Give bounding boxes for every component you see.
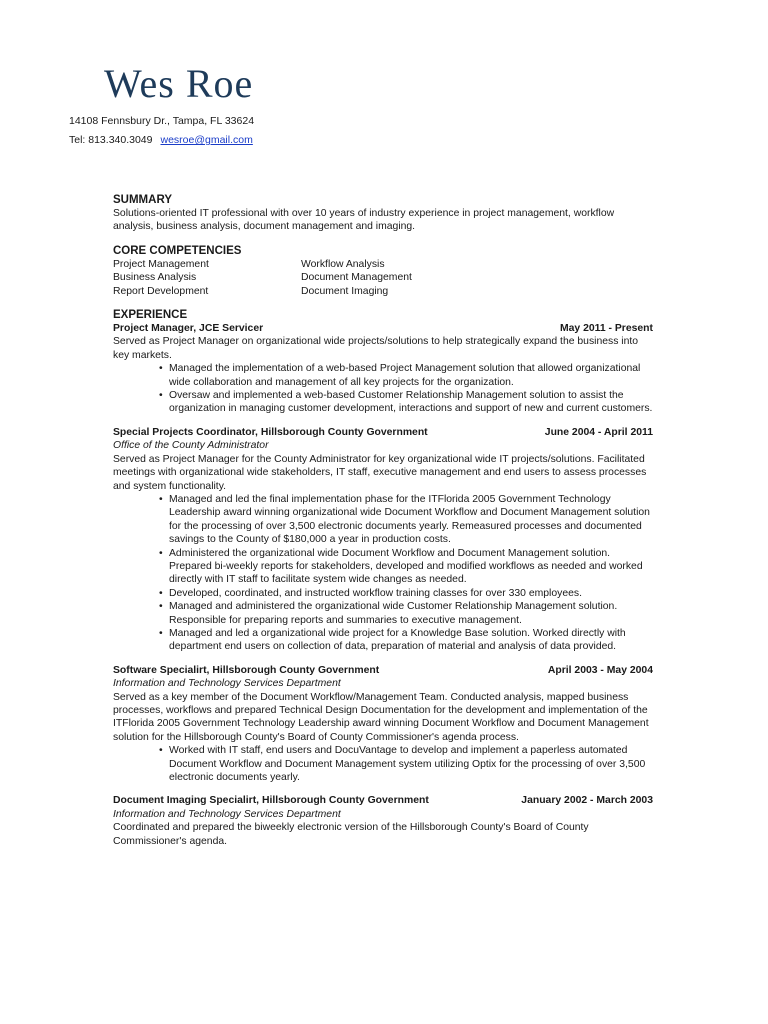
- job-entry: [113, 664, 653, 785]
- email-link[interactable]: wesroe@gmail.com: [160, 134, 253, 146]
- job-entry: [113, 426, 653, 654]
- job-bullet: • Administered the organizational wide Document Workflow and Document Management solution. Prepared bi-weekly reports for stakeholders, developed and modified workflows as needed and worked directly with IT staff to facilitate system wide changes as needed.: [169, 547, 653, 587]
- job-department: Information and Technology Services Department: [113, 808, 341, 820]
- experience-heading: EXPERIENCE: [113, 309, 188, 322]
- job-bullets: [113, 744, 653, 784]
- competency-item: Business Analysis: [113, 272, 197, 284]
- competencies-heading: CORE COMPETENCIES: [113, 244, 242, 257]
- job-description: Served as Project Manager on organizational wide projects/solutions to help strategically expand the business into key markets.: [113, 336, 639, 361]
- summary-text: Solutions-oriented IT professional with over 10 years of industry experience in project management, workflow analysis, business analysis, document management and imaging.: [113, 208, 615, 233]
- contact-line: [69, 134, 253, 146]
- job-title: Software Specialirt, Hillsborough County Government: [113, 664, 380, 676]
- competency-item: Workflow Analysis: [301, 258, 385, 270]
- job-description: Served as Project Manager for the County Administrator for key organizational wide IT projects/solutions. Facilitated meetings with organizational wide stakeholders, IT staff, executive management and end users to assess processes and system functionality.: [113, 453, 647, 492]
- job-dates: April 2003 - May 2004: [547, 664, 653, 676]
- summary-heading: SUMMARY: [113, 194, 172, 206]
- competency-item: Report Development: [113, 285, 209, 297]
- competencies-grid: [113, 258, 653, 298]
- competencies-section: [113, 244, 653, 298]
- job-dates: May 2011 - Present: [560, 323, 653, 335]
- job-entry: [113, 794, 653, 848]
- job-bullet: • Oversaw and implemented a web-based Customer Relationship Management solution to assist the organization in managing customer development, interactions and support of new and current customers.: [169, 389, 653, 416]
- competency-item: Project Management: [113, 258, 209, 270]
- job-bullet: • Worked with IT staff, end users and DocuVantage to develop and implement a paperless automated Document Workflow and Document Management system utilizing Optix for the processing of over 3,500 electronic documents yearly.: [169, 744, 653, 784]
- job-bullet: • Managed the implementation of a web-based Project Management solution that allowed organizational wide collaboration and management of all key projects for the organization.: [169, 362, 653, 389]
- job-bullets: [113, 362, 653, 416]
- job-bullets: [113, 493, 653, 654]
- job-bullet: • Managed and administered the organizational wide Customer Relationship Management solution. Responsible for preparing reports and summaries to executive management.: [169, 600, 653, 627]
- job-title: Document Imaging Specialirt, Hillsborough County Government: [113, 795, 429, 807]
- job-dates: June 2004 - April 2011: [544, 426, 653, 438]
- address: 14108 Fennsbury Dr., Tampa, FL 33624: [69, 115, 255, 127]
- experience-section: [113, 308, 653, 848]
- job-dates: January 2002 - March 2003: [521, 795, 653, 807]
- job-title: Special Projects Coordinator, Hillsborough County Government: [113, 426, 428, 438]
- competency-item: Document Management: [301, 272, 412, 284]
- job-department: Office of the County Administrator: [113, 440, 269, 452]
- job-bullet: • Developed, coordinated, and instructed workflow training classes for over 330 employees.: [169, 587, 653, 600]
- job-entry: [113, 322, 653, 416]
- resume-body: [113, 193, 653, 858]
- job-department: Information and Technology Services Department: [113, 678, 341, 690]
- resume-name: Wes Roe: [104, 61, 254, 106]
- job-bullet: • Managed and led the final implementation phase for the ITFlorida 2005 Government Technology Leadership award winning organizational wide Document Workflow and Document Management solution for the processing of over 3,500 electronic documents yearly. Remeasured processes and documented savings to the County of $180,000 a year in production costs.: [169, 493, 653, 547]
- summary-section: [113, 193, 653, 234]
- competency-item: Document Imaging: [301, 285, 389, 297]
- job-bullet: • Managed and led a organizational wide project for a Knowledge Base solution. Worked directly with department end users on collection of data, preparation of material and analysis of data provided.: [169, 627, 653, 654]
- job-title: Project Manager, JCE Servicer: [113, 323, 264, 335]
- job-description: Served as a key member of the Document Workflow/Management Team. Conducted analysis, mapped business processes, workflows and prepared Technical Design Documentation for the development and implementation of the ITFlorida 2005 Government Technology Leadership award winning Document Workflow and Document Management solution for the Hillsborough County's Board of County Commissioner's agenda process.: [113, 691, 649, 743]
- job-description: Coordinated and prepared the biweekly electronic version of the Hillsborough County's Board of County Commissioner's agenda.: [113, 822, 589, 847]
- phone: Tel: 813.340.3049: [69, 134, 153, 146]
